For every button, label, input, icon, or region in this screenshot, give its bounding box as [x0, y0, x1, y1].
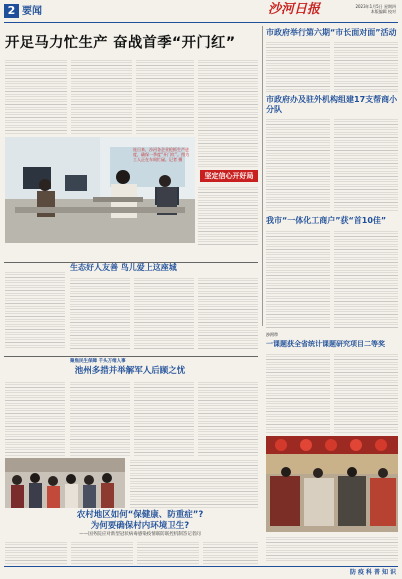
- right-lower-text-2: [334, 352, 398, 434]
- bottom-subheadline: 为何要确保村内环境卫生?: [90, 521, 190, 531]
- center-text-3: [134, 380, 194, 456]
- right-3-text-1: [266, 229, 330, 329]
- footer-divider: [4, 566, 398, 567]
- left-mid-text-2: [70, 276, 130, 350]
- left-mid-text-1: [5, 270, 65, 350]
- right-mid-text-1: [266, 117, 330, 212]
- bottom-text-2: [71, 540, 133, 564]
- bottom-text-1: [5, 540, 67, 564]
- red-banner: 坚定信心开好局: [200, 170, 258, 182]
- crowd-photo: [5, 458, 125, 508]
- bottom-text-3: [137, 540, 199, 564]
- center-text-1: [5, 380, 65, 456]
- date-line-2: 本版编辑 校对: [370, 9, 396, 14]
- left-mid-headline: 生态好人友善 鸟儿爱上这座城: [70, 263, 177, 272]
- bottom-text-4: [203, 540, 258, 564]
- main-photo: [5, 137, 195, 243]
- small-kicker-1: 沙河市: [266, 332, 278, 337]
- main-text-col-3: [136, 58, 194, 135]
- date-line-1: 2023年1月5日 星期四: [355, 4, 396, 9]
- footer-text: 防疫科普知识: [349, 569, 398, 576]
- main-text-col-4b: [198, 185, 258, 245]
- column-divider: [262, 26, 263, 326]
- right-headline-3: 我市“一体化工商户”获“首10佳”: [266, 216, 387, 225]
- bottom-kicker: ——国务院应对新型冠状病毒感染疫情联防联控机制答记者问: [79, 532, 201, 537]
- market-caption-text: [266, 535, 398, 563]
- left-mid-text-3: [134, 276, 194, 350]
- center-divider: [4, 356, 258, 357]
- right-3-text-2: [334, 229, 398, 329]
- right-top-text-1: [266, 40, 330, 92]
- bottom-headline: 农村地区如何“保健康、防重症”?: [76, 510, 204, 520]
- crowd-text: [130, 458, 258, 508]
- main-headline: 开足马力忙生产 奋战首季“开门红”: [5, 35, 236, 51]
- main-text-col-1: [5, 58, 67, 135]
- date-line: [330, 4, 396, 14]
- page-number-badge: 2: [4, 4, 19, 18]
- center-kicker: 聚焦民生保障 千头万绪人事: [70, 359, 126, 364]
- right-mid-headline: 市政府办及驻外机构组建17支帮商小分队: [266, 95, 398, 114]
- header-divider: [4, 22, 398, 23]
- center-text-2: [70, 380, 130, 456]
- newspaper-masthead: 沙河日报: [268, 2, 321, 17]
- main-text-col-2: [71, 58, 132, 135]
- right-lower-headline: 一课题获全省统计课题研究项目二等奖: [266, 340, 385, 348]
- market-photo: [266, 436, 398, 532]
- left-mid-text-4: [198, 276, 258, 350]
- center-text-4: [198, 380, 258, 456]
- center-headline: 池州多措并举解军人后顾之忧: [74, 366, 186, 376]
- main-photo-caption: 连日来，沙河各企业抢抓生产进度，确保一季度“开门红”。图为工人正在车间忙碌。记者 摄: [133, 147, 190, 162]
- right-lower-text-1: [266, 352, 330, 434]
- right-top-headline: 市政府举行第六期“市长面对面”活动: [266, 28, 397, 37]
- right-mid-text-2: [334, 117, 398, 212]
- section-title: 要闻: [22, 6, 42, 17]
- main-text-col-4: [198, 58, 258, 168]
- right-top-text-2: [334, 40, 398, 92]
